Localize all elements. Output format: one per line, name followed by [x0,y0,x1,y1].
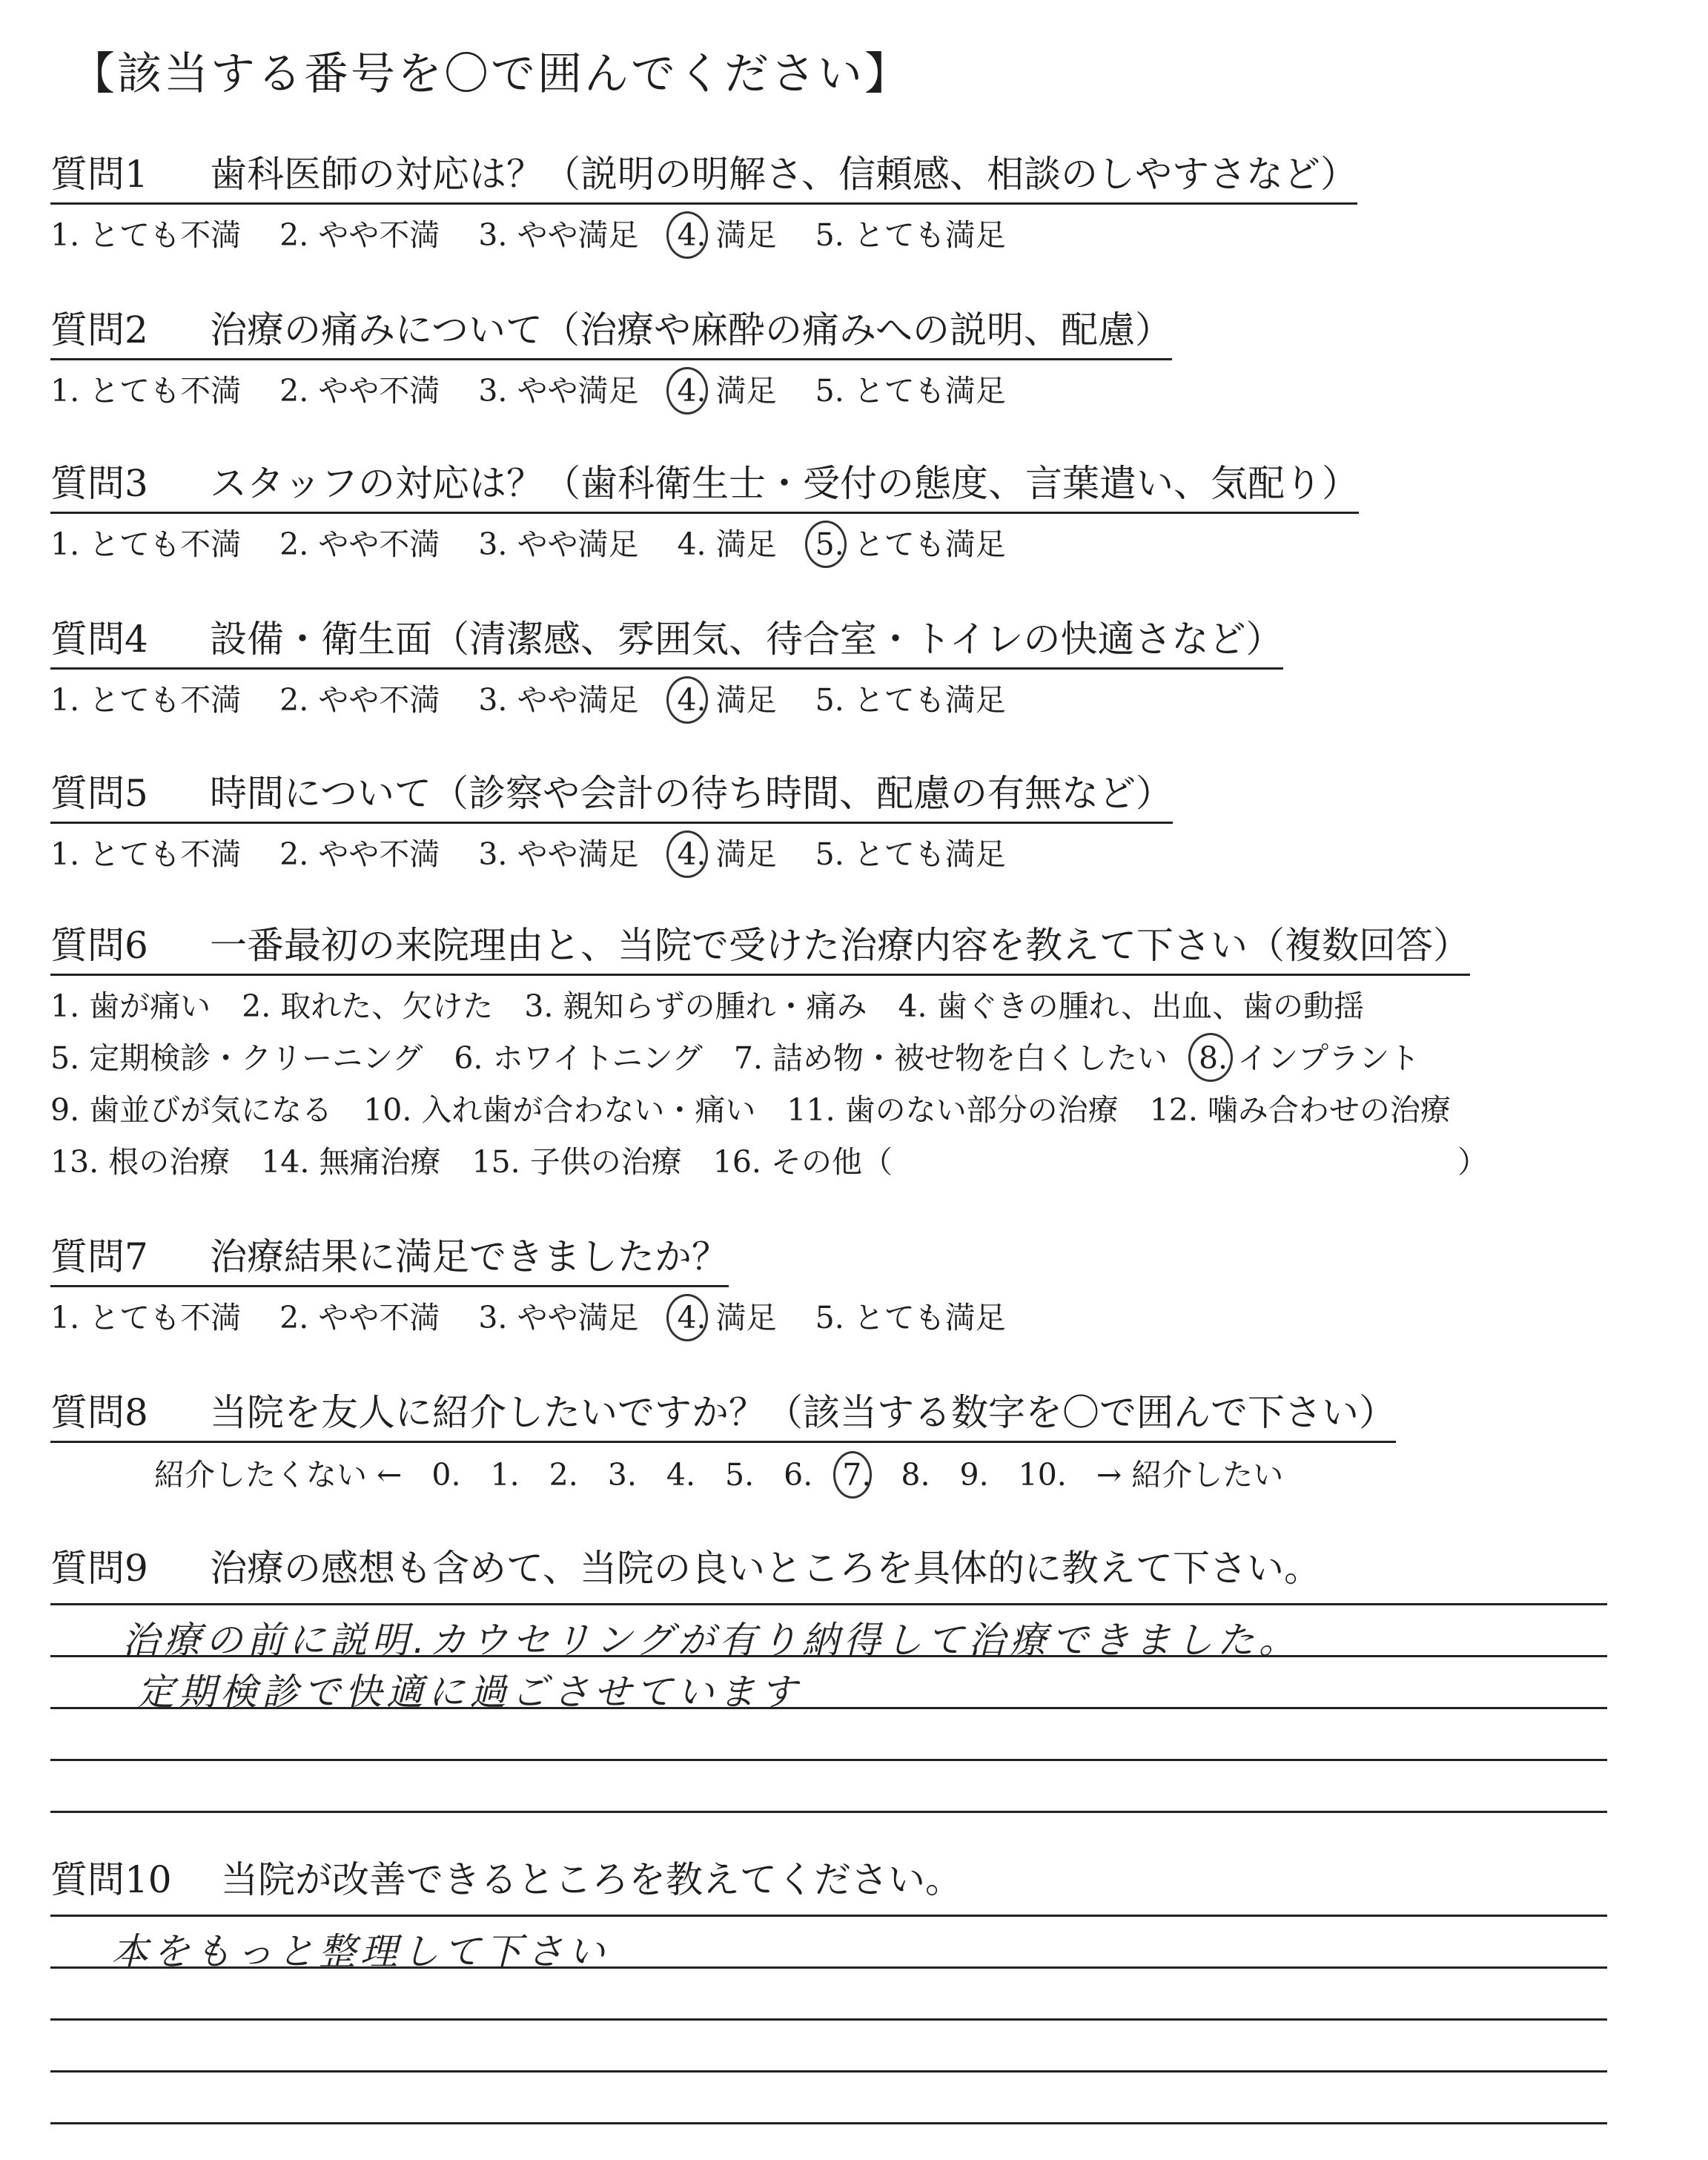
question-number: 質問5 [50,772,148,815]
answer-line [50,2122,1607,2124]
option-2[interactable]: 2. やや不満 [279,1300,440,1335]
option-5[interactable]: 5. とても満足 [815,217,1006,253]
reason-option[interactable]: 9. 歯並びが気になる [50,1092,333,1128]
answer-line [50,1603,1607,1605]
question-text: 当院を友人に紹介したいですか？（該当する数字を〇で囲んで下さい） [210,1391,1396,1434]
option-4-circled[interactable]: 4. 満足 [677,217,777,253]
reason-option[interactable]: 4. 歯ぐきの腫れ、出血、歯の動揺 [898,988,1365,1024]
reason-option[interactable]: 2. 取れた、欠けた [242,988,494,1024]
option-5[interactable]: 5. とても満足 [815,682,1006,718]
other-close-paren: ） [1457,1144,1488,1180]
reason-option[interactable]: 3. 親知らずの腫れ・痛み [524,988,867,1024]
handwritten-answer: 治療の前に説明.カウセリングが有り納得して治療できました。 [122,1619,1300,1662]
rating-options [50,366,1172,410]
scale-value[interactable]: 3. [607,1457,637,1493]
question-number: 質問9 [50,1547,148,1590]
question-2 [50,300,1172,410]
question-6 [50,916,1519,1188]
option-row [50,1084,1519,1136]
reason-option[interactable]: 11. 歯のない部分の治療 [787,1092,1119,1128]
question-title [50,1227,729,1287]
rating-options [50,676,1283,719]
option-2[interactable]: 2. やや不満 [279,526,440,562]
question-text: 一番最初の来院理由と、当院で受けた治療内容を教えて下さい（複数回答） [210,924,1470,967]
answer-line [50,2018,1607,2021]
question-7 [50,1227,1045,1337]
option-4-circled[interactable]: 4. 満足 [677,682,777,718]
scale-left-label: 紹介したくない ← [154,1457,403,1493]
option-5[interactable]: 5. とても満足 [815,1300,1006,1335]
option-1[interactable]: 1. とても不満 [50,373,242,409]
scale-value[interactable]: 4. [666,1457,696,1493]
answer-line [50,2070,1607,2073]
page-title: 【該当する番号を〇で囲んでください】 [70,48,911,100]
option-3[interactable]: 3. やや満足 [478,373,639,409]
scale-value[interactable]: 0. [431,1457,461,1493]
question-number: 質問7 [50,1235,148,1278]
scale-value[interactable]: 10. [1018,1457,1067,1493]
question-text: 歯科医師の対応は？（説明の明解さ、信頼感、相談のしやすさなど） [210,153,1357,196]
rating-options [50,830,1173,873]
question-number: 質問2 [50,308,148,351]
question-9 [50,1539,1321,1592]
recommend-scale [50,1450,1396,1494]
question-text: 設備・衛生面（清潔感、雰囲気、待合室・トイレの快適さなど） [210,618,1283,661]
question-text: 治療の痛みについて（治療や麻酔の痛みへの説明、配慮） [210,308,1172,351]
question-title [50,1850,962,1903]
reason-option[interactable]: 1. 歯が痛い [50,988,211,1024]
answer-line [50,1915,1607,1917]
question-title [50,1383,1396,1443]
option-3[interactable]: 3. やや満足 [478,836,639,872]
scale-value[interactable]: 8. [901,1457,930,1493]
option-1[interactable]: 1. とても不満 [50,1300,242,1335]
rating-options [50,211,1357,254]
question-title [50,1539,1321,1592]
question-title [50,454,1359,514]
rating-options [50,520,1359,564]
reason-option[interactable]: 10. 入れ歯が合わない・痛い [363,1092,756,1128]
question-10 [50,1850,962,1903]
question-5 [50,764,1173,873]
scale-value[interactable]: 6. [784,1457,813,1493]
option-4-circled[interactable]: 4. 満足 [677,836,777,872]
reason-option[interactable]: 13. 根の治療 [50,1144,231,1180]
option-3[interactable]: 3. やや満足 [478,1300,639,1335]
option-1[interactable]: 1. とても不満 [50,217,242,253]
scale-value[interactable]: 1. [490,1457,520,1493]
question-title [50,764,1173,824]
option-2[interactable]: 2. やや不満 [279,836,440,872]
question-number: 質問10 [50,1858,172,1901]
answer-line [50,1811,1607,1813]
option-5-circled[interactable]: 5. とても満足 [815,526,1006,562]
question-number: 質問1 [50,153,148,196]
question-1 [50,145,1357,254]
reason-option[interactable]: 14. 無痛治療 [261,1144,441,1180]
question-title [50,300,1172,360]
option-row [50,980,1519,1032]
reason-option[interactable]: 6. ホワイトニング [454,1040,703,1076]
option-2[interactable]: 2. やや不満 [279,373,440,409]
option-row [50,1136,1519,1188]
reason-option[interactable]: 12. 噛み合わせの治療 [1149,1092,1451,1128]
rating-options [50,1293,1045,1337]
option-3[interactable]: 3. やや満足 [478,526,639,562]
scale-value[interactable]: 5. [725,1457,755,1493]
question-text: 時間について（診察や会計の待ち時間、配慮の有無など） [210,772,1173,815]
option-1[interactable]: 1. とても不満 [50,682,242,718]
option-4[interactable]: 4. 満足 [677,526,777,562]
question-4 [50,610,1283,719]
question-title [50,916,1470,976]
question-number: 質問3 [50,462,148,505]
reason-option[interactable]: 7. 詰め物・被せ物を白くしたい [733,1040,1168,1076]
reason-options [50,980,1519,1188]
option-3[interactable]: 3. やや満足 [478,682,639,718]
question-8 [50,1383,1396,1494]
option-3[interactable]: 3. やや満足 [478,217,639,253]
option-2[interactable]: 2. やや不満 [279,217,440,253]
reason-option-other[interactable]: 16. その他（ [712,1144,893,1180]
question-3 [50,454,1359,564]
scale-value[interactable]: 2. [549,1457,578,1493]
option-5[interactable]: 5. とても満足 [815,373,1006,409]
question-title [50,145,1357,205]
handwritten-answer: 本をもっと整理して下さい [111,1930,609,1973]
option-5[interactable]: 5. とても満足 [815,836,1006,872]
scale-right-label: → 紹介したい [1096,1457,1284,1493]
answer-line [50,1759,1607,1761]
question-text: 治療の感想も含めて、当院の良いところを具体的に教えて下さい。 [210,1547,1321,1590]
scale-value-circled[interactable]: 7. [842,1457,872,1493]
option-1[interactable]: 1. とても不満 [50,526,242,562]
option-4-circled[interactable]: 4. 満足 [677,1300,777,1335]
option-2[interactable]: 2. やや不満 [279,682,440,718]
option-4-circled[interactable]: 4. 満足 [677,373,777,409]
question-number: 質問4 [50,618,148,661]
question-text: スタッフの対応は？（歯科衛生士・受付の態度、言葉遣い、気配り） [210,462,1359,505]
question-text: 当院が改善できるところを教えてください。 [221,1858,962,1901]
scale-value[interactable]: 9. [959,1457,989,1493]
reason-option-circled[interactable]: 8. インプラント [1198,1040,1420,1076]
reason-option[interactable]: 15. 子供の治療 [471,1144,682,1180]
question-number: 質問8 [50,1391,148,1434]
handwritten-answer: 定期検診で快適に過ごさせています [137,1671,801,1714]
option-1[interactable]: 1. とても不満 [50,836,242,872]
question-text: 治療結果に満足できましたか？ [210,1235,729,1278]
question-number: 質問6 [50,924,148,967]
reason-option[interactable]: 5. 定期検診・クリーニング [50,1040,423,1076]
option-row [50,1032,1519,1084]
question-title [50,610,1283,670]
